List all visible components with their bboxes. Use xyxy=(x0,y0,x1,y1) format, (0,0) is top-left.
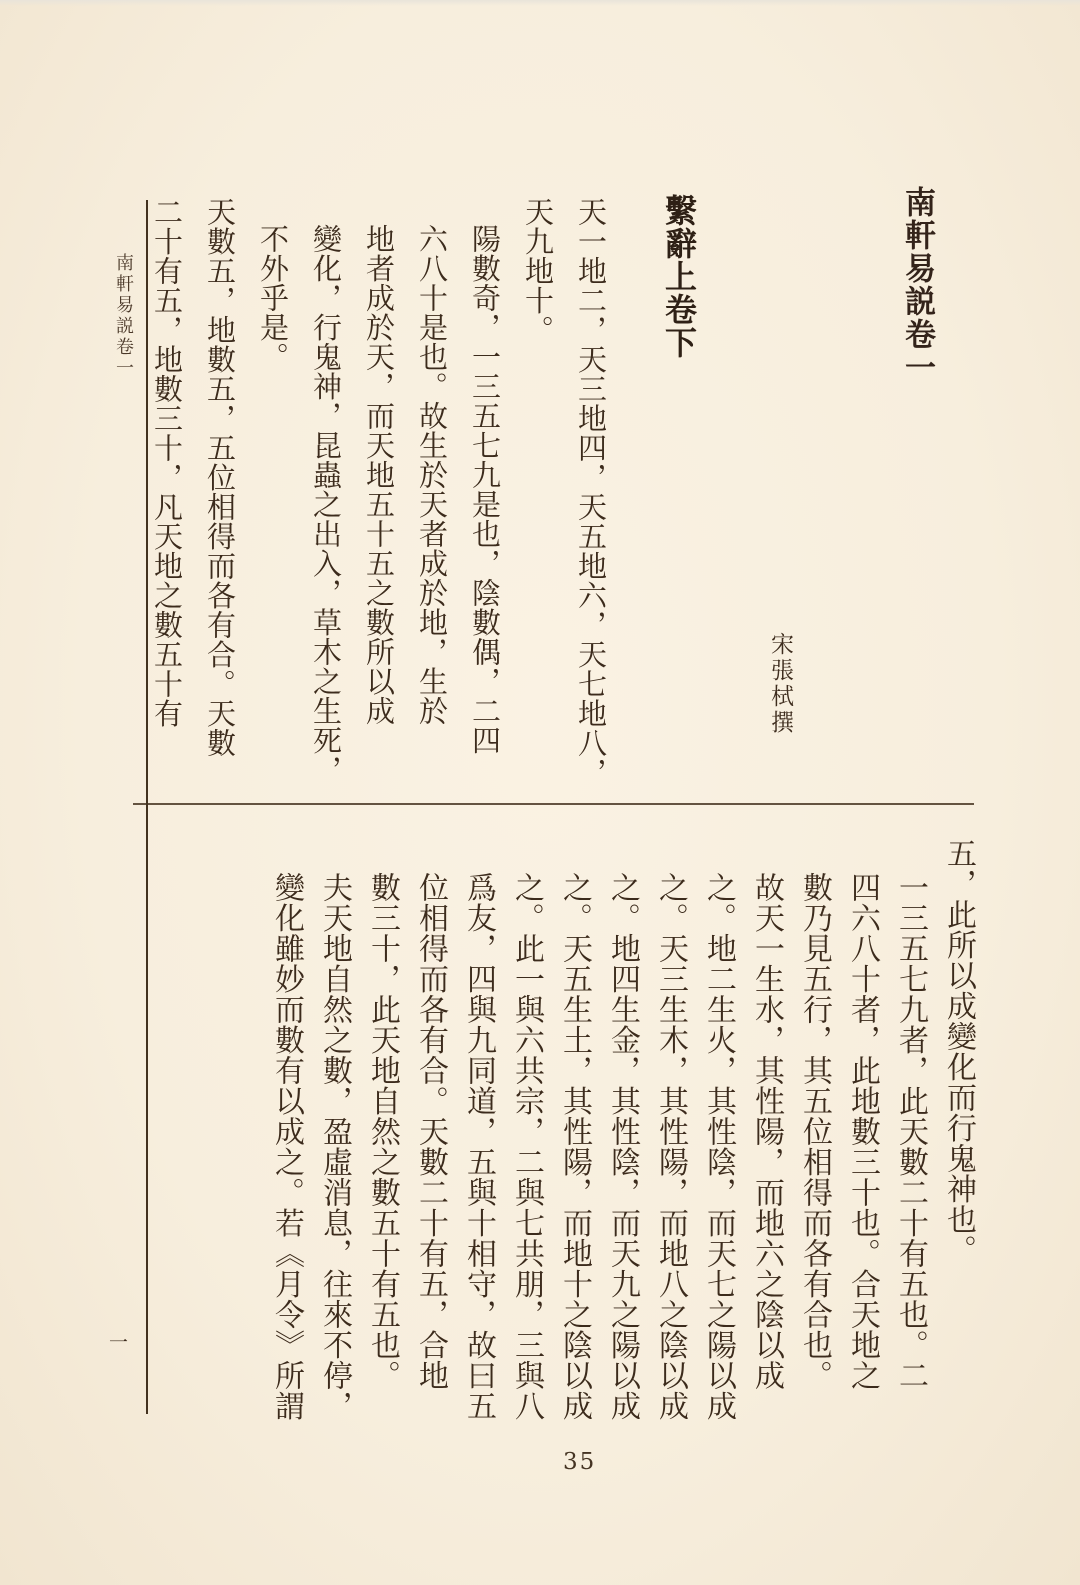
quote-column: 天一地二，天三地四，天五地六，天七地八， xyxy=(574,197,608,787)
commentary-column: 之。天三生木，其性陽，而地八之陰以成 xyxy=(653,872,688,1421)
lower-text-block xyxy=(258,838,982,1433)
commentary-column: 之。天五生土，其性陽，而地十之陰以成 xyxy=(557,872,592,1421)
commentary-column: 陽數奇，一三五七九是也，陰數偶，二四 xyxy=(468,224,502,755)
upper-text-block xyxy=(137,197,617,802)
page-number: 35 xyxy=(563,1449,597,1475)
commentary-column: 一三五七九者，此天數二十有五也。二 xyxy=(893,872,928,1391)
quote-column: 天九地十。 xyxy=(521,197,555,345)
commentary-column: 位相得而各有合。天數二十有五，合地 xyxy=(413,872,448,1391)
book-title: 南軒易説卷一 xyxy=(899,186,935,384)
author-attribution: 宋張栻撰 xyxy=(767,632,793,736)
margin-rule xyxy=(146,200,148,1414)
quote-column: 二十有五，地數三十，凡天地之數五十有 xyxy=(150,197,184,728)
commentary-column: 數三十，此天地自然之數五十有五也。 xyxy=(365,872,400,1391)
commentary-column: 四六八十者，此地數三十也。合天地之 xyxy=(845,872,880,1391)
scan-edge xyxy=(0,0,1080,6)
commentary-column: 之。此一與六共宗，二與七共朋，三與八 xyxy=(509,872,544,1421)
commentary-column: 六八十是也。故生於天者成於地，生於 xyxy=(415,224,449,726)
commentary-column: 爲友，四與九同道，五與十相守，故曰五 xyxy=(461,872,496,1421)
quote-column: 五，此所以成變化而行鬼神也。 xyxy=(941,838,976,1265)
commentary-column: 地者成於天，而天地五十五之數所以成 xyxy=(362,224,396,726)
section-heading: 繫辭上卷下 xyxy=(660,194,698,359)
section-divider xyxy=(133,803,974,805)
commentary-column: 之。地二生火，其性陰，而天七之陽以成 xyxy=(701,872,736,1421)
commentary-column: 故天一生水，其性陽，而地六之陰以成 xyxy=(749,872,784,1391)
quote-column: 天數五，地數五，五位相得而各有合。天數 xyxy=(203,197,237,758)
commentary-column: 變化雖妙而數有以成之。若《月令》所謂 xyxy=(269,872,304,1421)
commentary-column: 數乃見五行，其五位相得而各有合也。 xyxy=(797,872,832,1391)
commentary-column: 變化，行鬼神，昆蟲之出入，草木之生死， xyxy=(309,224,343,785)
commentary-column: 不外乎是。 xyxy=(256,224,290,372)
running-title: 南軒易説卷一 xyxy=(113,253,134,379)
commentary-column: 夫天地自然之數，盈虛消息，往來不停， xyxy=(317,872,352,1421)
folio-number: 一 xyxy=(106,1332,128,1351)
commentary-column: 之。地四生金，其性陰，而天九之陽以成 xyxy=(605,872,640,1421)
